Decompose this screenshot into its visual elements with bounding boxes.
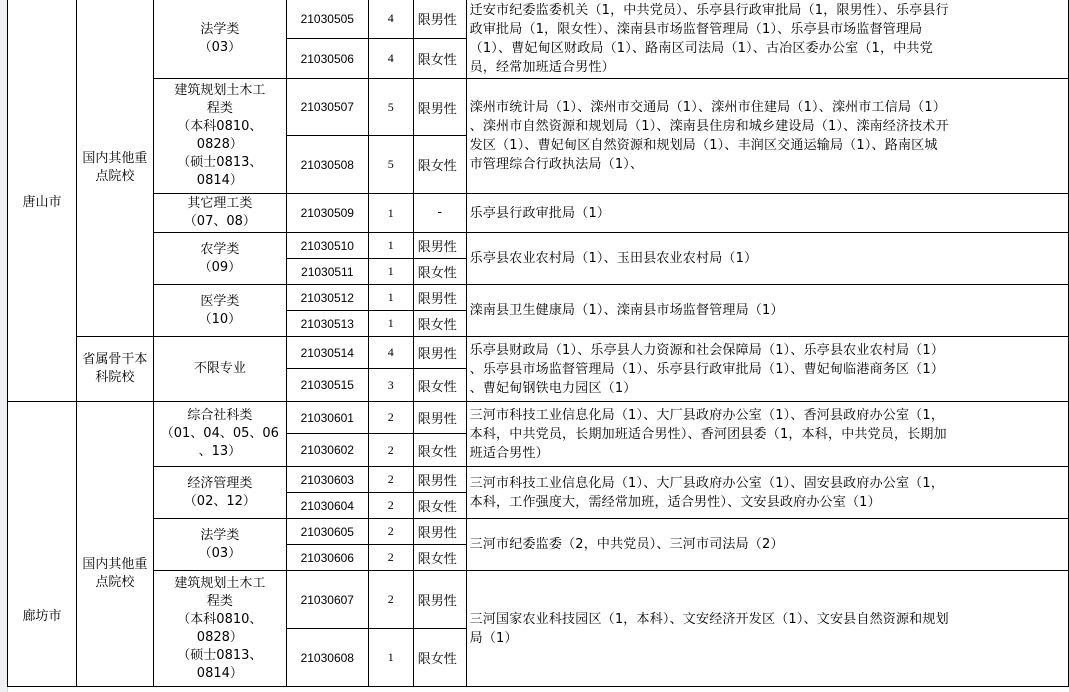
- dept-cell-econ[interactable]: 三河市科技工业信息化局（1）、大厂县政府办公室（1）、固安县政府办公室（1， 本科，工作强度大，需经常加班，适合男性）、文安县政府办公室（1）: [466, 467, 1068, 519]
- gender-limit[interactable]: 限男性: [413, 467, 466, 493]
- dept-cell-law-ts[interactable]: 迁安市纪委监委机关（1，中共党员）、乐亭县行政审批局（1，限男性）、乐亭县行 政审批局（1，限女性）、滦南县市场监督管理局（1）、乐亭县市场监督管理局 （1）、曹妃甸区财政局（1）、路南区司法局（1）、古冶区委办公室（1，中共党 员，经常加班适合男性）: [466, 0, 1068, 79]
- hire-count[interactable]: 1: [368, 194, 413, 233]
- hire-count[interactable]: 1: [368, 233, 413, 259]
- major-unlimited[interactable]: 不限专业: [153, 337, 286, 402]
- position-code[interactable]: 21030606: [286, 545, 368, 571]
- major-arch-lf[interactable]: 建筑规划土木工 程类 （本科0810、 0828） （硕士0813、 0814）: [153, 571, 286, 687]
- dept-cell-social[interactable]: 三河市科技工业信息化局（1）、大厂县政府办公室（1）、香河县政府办公室（1， 本科，中共党员，长期加班适合男性）、香河团县委（1，本科，中共党员，长期加 班适合男性）: [466, 402, 1068, 467]
- city-cell-langfang[interactable]: 廊坊市: [8, 402, 77, 687]
- recruitment-table: [7, 0, 1069, 687]
- hire-count[interactable]: 4: [368, 39, 413, 79]
- position-code[interactable]: 21030604: [286, 493, 368, 519]
- gender-limit[interactable]: 限男性: [413, 571, 466, 629]
- dept-cell-law-lf[interactable]: 三河市纪委监委（2，中共党员）、三河市司法局（2）: [466, 519, 1068, 571]
- major-law-lf[interactable]: 法学类 （03）: [153, 519, 286, 571]
- school-type-domestic-key-lf[interactable]: 国内其他重点院校: [76, 402, 153, 687]
- gender-limit[interactable]: 限女性: [413, 39, 466, 79]
- hire-count[interactable]: 2: [368, 434, 413, 467]
- hire-count[interactable]: 2: [368, 493, 413, 519]
- major-other-sci[interactable]: 其它理工类 （07、08）: [153, 194, 286, 233]
- gender-limit[interactable]: 限女性: [413, 259, 466, 285]
- hire-count[interactable]: 2: [368, 402, 413, 434]
- gender-limit[interactable]: 限男性: [413, 285, 466, 311]
- hire-count[interactable]: 4: [368, 0, 413, 39]
- hire-count[interactable]: 2: [368, 467, 413, 493]
- city-cell-tangshan[interactable]: 唐山市: [8, 0, 77, 402]
- major-arch-ts[interactable]: 建筑规划土木工 程类 （本科0810、 0828） （硕士0813、 0814）: [153, 79, 286, 194]
- dept-cell-other-sci[interactable]: 乐亭县行政审批局（1）: [466, 194, 1068, 233]
- position-code[interactable]: 21030514: [286, 337, 368, 369]
- hire-count[interactable]: 1: [368, 285, 413, 311]
- position-code[interactable]: 21030608: [286, 629, 368, 687]
- hire-count[interactable]: 2: [368, 571, 413, 629]
- gender-limit[interactable]: 限女性: [413, 493, 466, 519]
- dept-cell-med[interactable]: 滦南县卫生健康局（1）、滦南县市场监督管理局（1）: [466, 285, 1068, 337]
- dept-cell-agri[interactable]: 乐亭县农业农村局（1）、玉田县农业农村局（1）: [466, 233, 1068, 285]
- gender-limit[interactable]: 限男性: [413, 0, 466, 39]
- position-code[interactable]: 21030515: [286, 369, 368, 402]
- position-code[interactable]: 21030509: [286, 194, 368, 233]
- gender-limit[interactable]: 限女性: [413, 136, 466, 194]
- gender-limit[interactable]: 限女性: [413, 311, 466, 337]
- hire-count[interactable]: 5: [368, 136, 413, 194]
- position-code[interactable]: 21030511: [286, 259, 368, 285]
- gender-limit[interactable]: 限男性: [413, 402, 466, 434]
- position-code[interactable]: 21030607: [286, 571, 368, 629]
- hire-count[interactable]: 5: [368, 79, 413, 136]
- position-code[interactable]: 21030506: [286, 39, 368, 79]
- dept-cell-arch-lf[interactable]: 三河国家农业科技园区（1，本科）、文安经济开发区（1）、文安县自然资源和规划 局（1）: [466, 571, 1068, 687]
- position-code[interactable]: 21030603: [286, 467, 368, 493]
- position-code[interactable]: 21030512: [286, 285, 368, 311]
- hire-count[interactable]: 2: [368, 545, 413, 571]
- hire-count[interactable]: 2: [368, 519, 413, 545]
- dept-cell-unlimited[interactable]: 乐亭县财政局（1）、乐亭县人力资源和社会保障局（1）、乐亭县农业农村局（1） 、乐亭县市场监督管理局（1）、乐亭县行政审批局（1）、曹妃甸临港商务区（1） 、曹妃甸钢铁电力园区（1）: [466, 337, 1068, 402]
- hire-count[interactable]: 4: [368, 337, 413, 369]
- gender-limit[interactable]: 限女性: [413, 545, 466, 571]
- hire-count[interactable]: 1: [368, 311, 413, 337]
- major-agri[interactable]: 农学类 （09）: [153, 233, 286, 285]
- major-med[interactable]: 医学类 （10）: [153, 285, 286, 337]
- hire-count[interactable]: 1: [368, 259, 413, 285]
- position-code[interactable]: 21030602: [286, 434, 368, 467]
- position-code[interactable]: 21030605: [286, 519, 368, 545]
- major-econ[interactable]: 经济管理类 （02、12）: [153, 467, 286, 519]
- position-code[interactable]: 21030601: [286, 402, 368, 434]
- dept-cell-arch-ts[interactable]: 滦州市统计局（1）、滦州市交通局（1）、滦州市住建局（1）、滦州市工信局（1） 、滦州市自然资源和规划局（1）、滦南县住房和城乡建设局（1）、滦南经济技术开 发区（1）、曹妃甸区自然资源和规划局（1）、丰润区交通运输局（1）、路南区城 市管理综合行政执法局（1）、: [466, 79, 1068, 194]
- school-type-provincial-key[interactable]: 省属骨干本科院校: [76, 337, 153, 402]
- position-code[interactable]: 21030505: [286, 0, 368, 39]
- major-social[interactable]: 综合社科类 （01、04、05、06 、13）: [153, 402, 286, 467]
- gender-limit[interactable]: 限女性: [413, 434, 466, 467]
- major-law-ts[interactable]: 法学类 （03）: [153, 0, 286, 79]
- position-code[interactable]: 21030508: [286, 136, 368, 194]
- gender-limit[interactable]: 限女性: [413, 629, 466, 687]
- gender-limit[interactable]: -: [413, 194, 466, 233]
- school-type-domestic-key-ts[interactable]: 国内其他重点院校: [76, 0, 153, 337]
- position-code[interactable]: 21030513: [286, 311, 368, 337]
- gender-limit[interactable]: 限女性: [413, 369, 466, 402]
- hire-count[interactable]: 1: [368, 629, 413, 687]
- position-code[interactable]: 21030507: [286, 79, 368, 136]
- position-code[interactable]: 21030510: [286, 233, 368, 259]
- gender-limit[interactable]: 限男性: [413, 233, 466, 259]
- hire-count[interactable]: 3: [368, 369, 413, 402]
- gender-limit[interactable]: 限男性: [413, 79, 466, 136]
- gender-limit[interactable]: 限男性: [413, 337, 466, 369]
- gender-limit[interactable]: 限男性: [413, 519, 466, 545]
